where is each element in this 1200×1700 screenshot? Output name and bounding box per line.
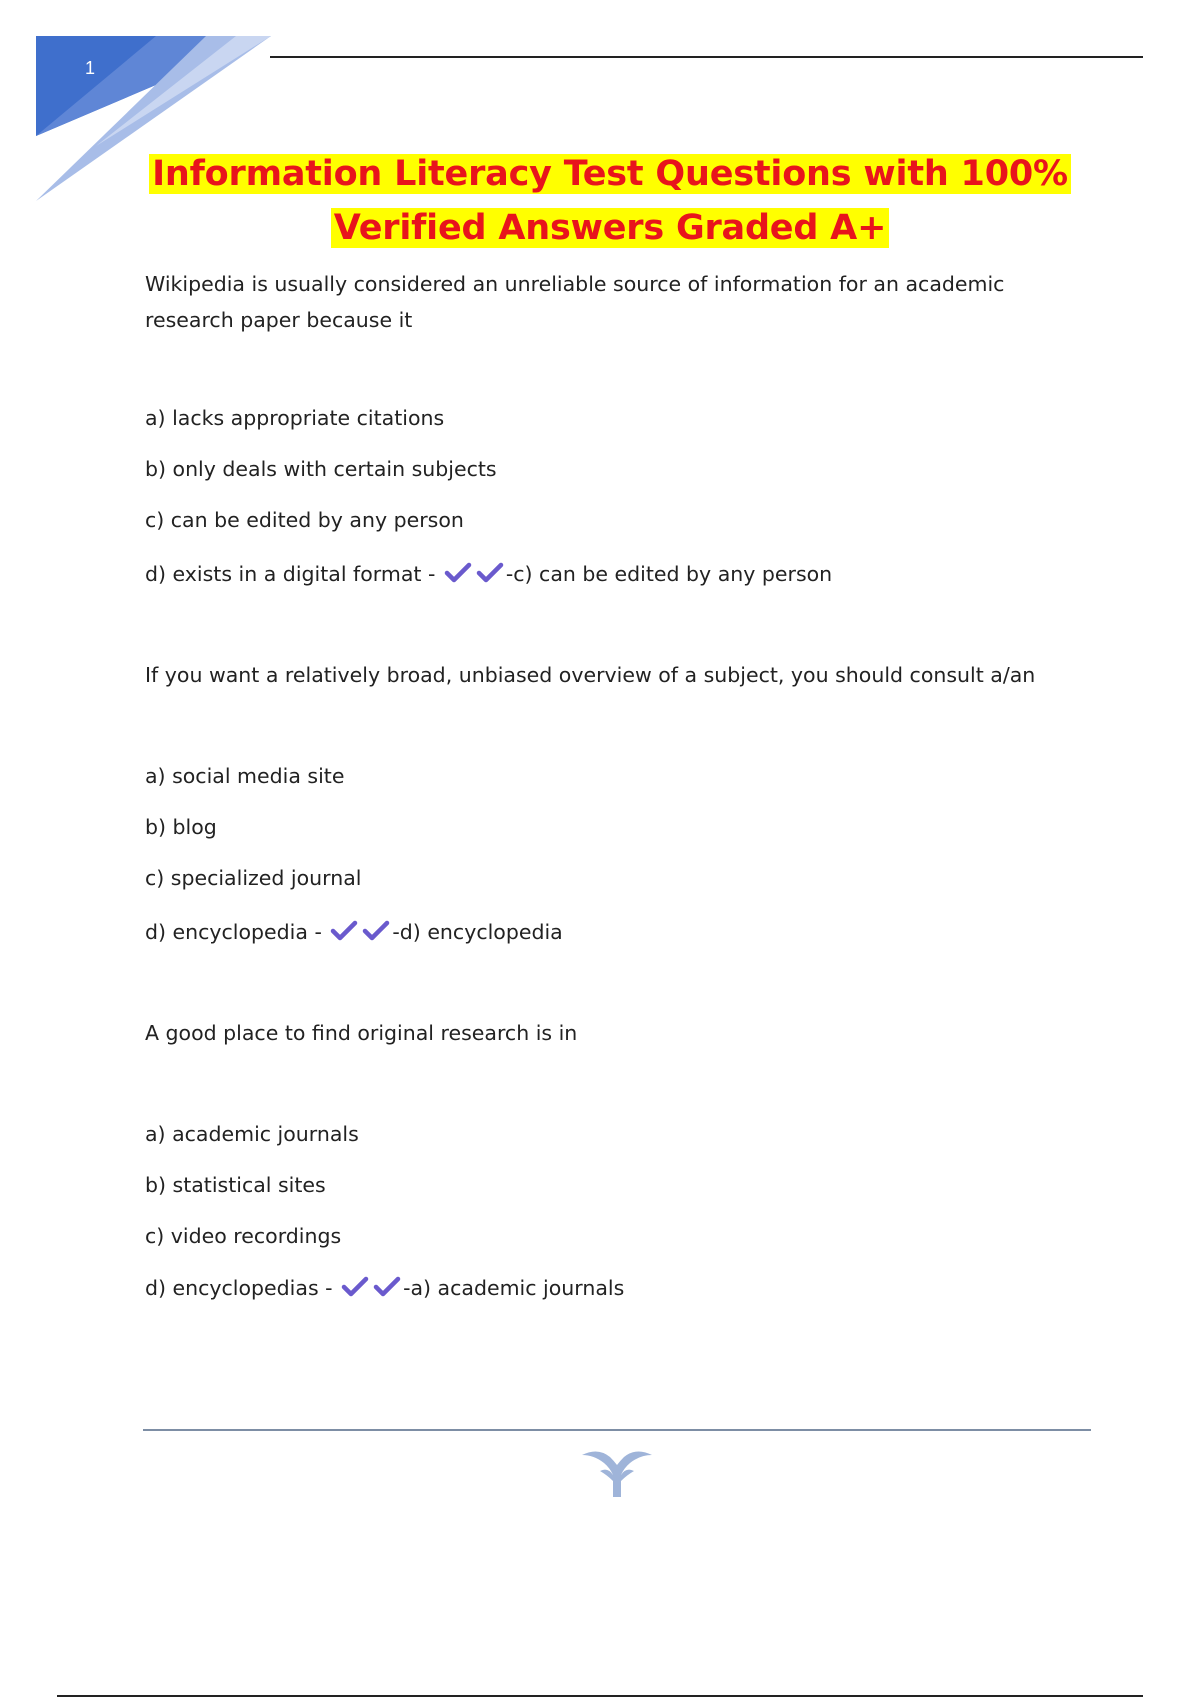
document-title	[130, 147, 1090, 255]
question-1-prompt-line-1: Wikipedia is usually considered an unreliable source of information for an academic	[145, 272, 1005, 296]
question-3-option-b: b) statistical sites	[145, 1173, 326, 1197]
title-line-2: Verified Answers Graded A+	[331, 208, 889, 248]
question-3-option-a: a) academic journals	[145, 1122, 359, 1146]
question-2-option-a: a) social media site	[145, 764, 345, 788]
question-2-answer: -d) encyclopedia	[392, 920, 563, 944]
page-number: 1	[84, 58, 95, 78]
footer-logo-icon	[580, 1445, 654, 1499]
question-1-option-d: d) exists in a digital format -	[145, 562, 436, 586]
question-3-option-d-line	[145, 1270, 624, 1306]
title-line-1: Information Literacy Test Questions with 100%	[149, 154, 1071, 194]
check-icon	[373, 1276, 401, 1298]
question-2-prompt-line-1: If you want a relatively broad, unbiased overview of a subject, you should consult a/an	[145, 663, 1036, 687]
header-rule	[270, 56, 1143, 58]
question-1-option-d-line	[145, 556, 832, 592]
question-2-option-d-line	[145, 914, 563, 950]
question-3-option-c: c) video recordings	[145, 1224, 342, 1248]
check-icon	[444, 562, 472, 584]
check-icon	[341, 1276, 369, 1298]
question-1-option-c: c) can be edited by any person	[145, 508, 464, 532]
question-1-option-a: a) lacks appropriate citations	[145, 406, 445, 430]
question-1-answer: -c) can be edited by any person	[505, 562, 833, 586]
question-2-option-c: c) specialized journal	[145, 866, 362, 890]
check-icon	[330, 920, 358, 942]
footer-rule	[143, 1429, 1091, 1431]
question-3-answer: -a) academic journals	[403, 1276, 625, 1300]
question-1-prompt-line-2: research paper because it	[145, 308, 413, 332]
question-1-option-b: b) only deals with certain subjects	[145, 457, 497, 481]
check-icon	[362, 920, 390, 942]
check-icon	[476, 562, 504, 584]
question-3-option-d: d) encyclopedias -	[145, 1276, 333, 1300]
page-bottom-rule	[57, 1695, 1143, 1697]
question-2-option-d: d) encyclopedia -	[145, 920, 322, 944]
question-3-prompt-line-1: A good place to find original research is in	[145, 1021, 578, 1045]
question-2-option-b: b) blog	[145, 815, 217, 839]
